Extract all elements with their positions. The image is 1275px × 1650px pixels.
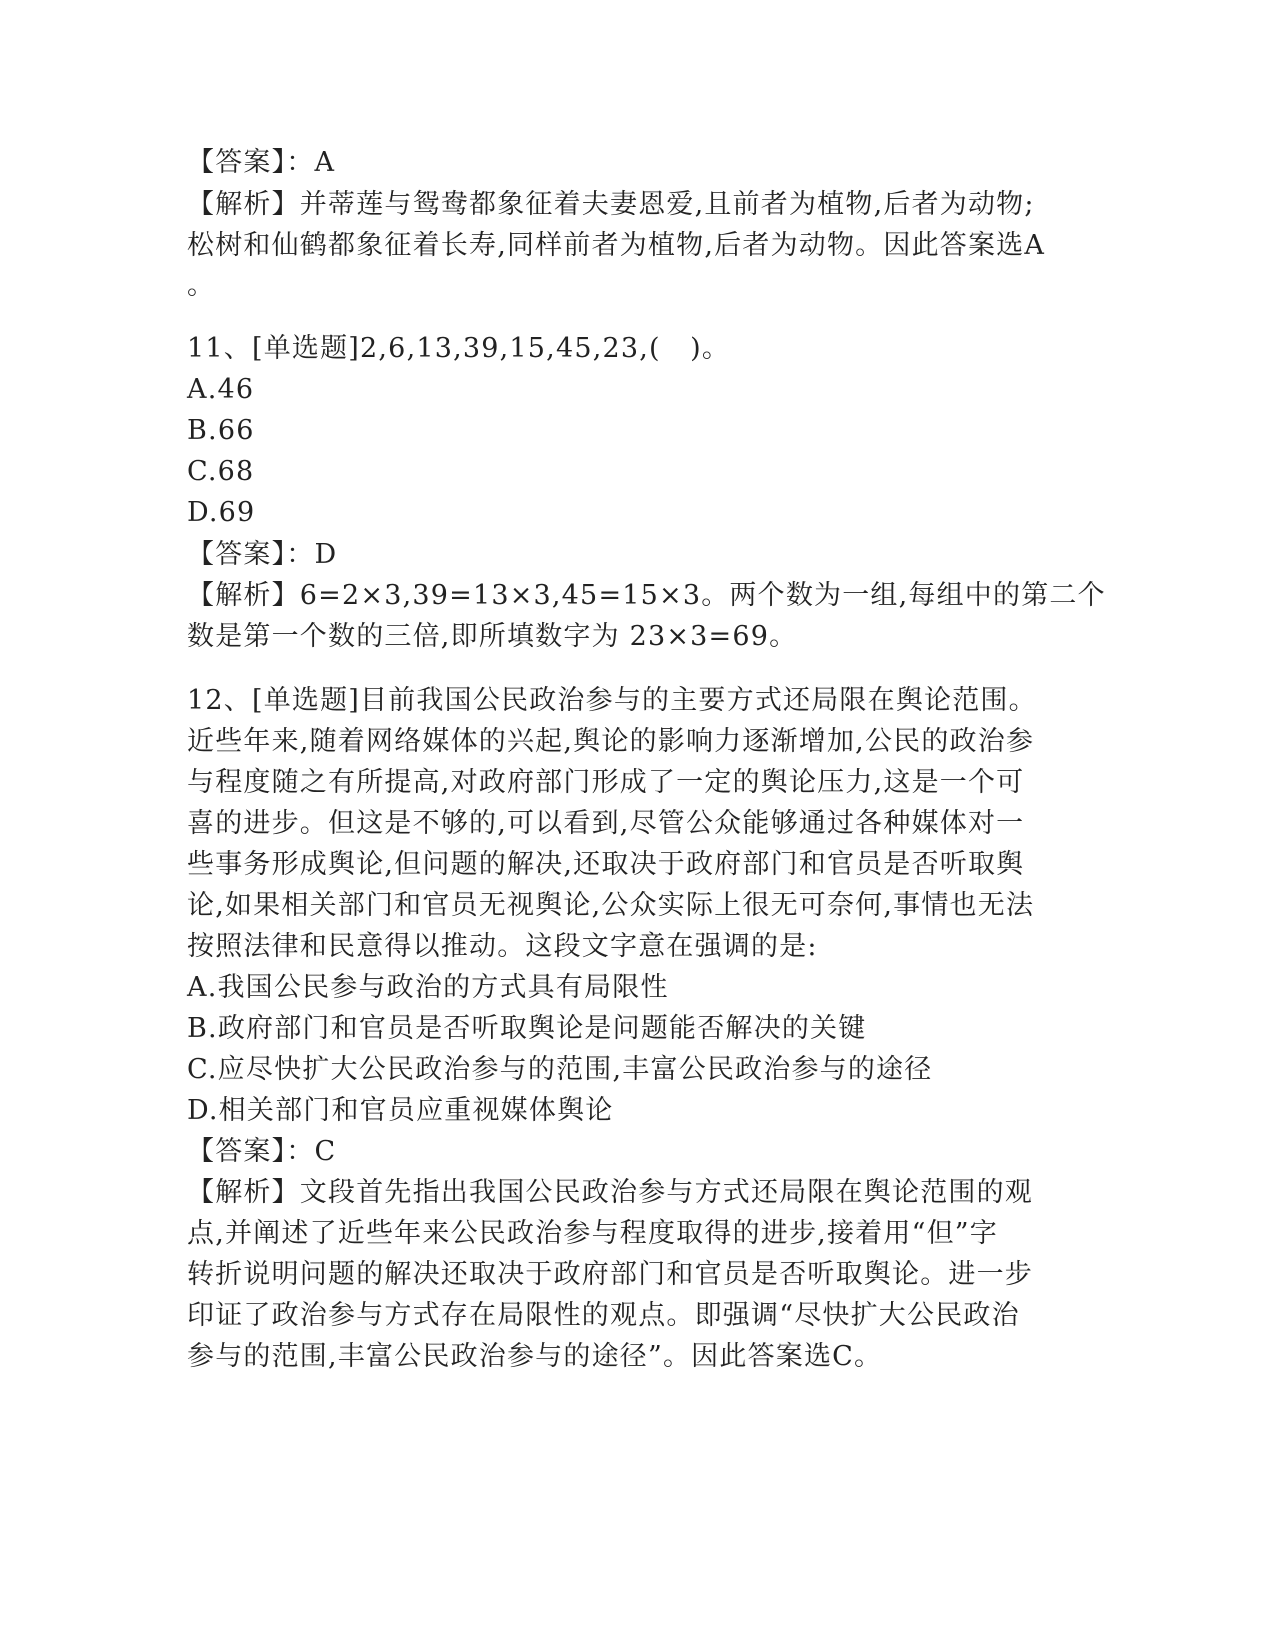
q10-analysis-line: 。 (187, 270, 216, 301)
q11-analysis-line: 【解析】6=2×3,39=13×3,45=15×3。两个数为一组,每组中的第二个 (187, 580, 1106, 611)
q12-answer: 【答案】：C (187, 1136, 337, 1167)
q12-stem-line: 些事务形成舆论,但问题的解决,还取决于政府部门和官员是否听取舆 (187, 849, 1025, 880)
q10-analysis-line: 松树和仙鹤都象征着长寿,同样前者为植物,后者为动物。因此答案选A (187, 230, 1046, 261)
q11-option-d: D.69 (187, 497, 256, 528)
q12-stem-line: 与程度随之有所提高,对政府部门形成了一定的舆论压力,这是一个可 (187, 767, 1025, 798)
q12-stem-line: 12、[单选题]目前我国公民政治参与的主要方式还局限在舆论范围。 (187, 685, 1037, 716)
q12-option-b: B.政府部门和官员是否听取舆论是问题能否解决的关键 (187, 1013, 867, 1044)
q12-stem-line: 喜的进步。但这是不够的,可以看到,尽管公众能够通过各种媒体对一 (187, 808, 1025, 839)
q12-analysis-line: 印证了政治参与方式存在局限性的观点。即强调“尽快扩大公民政治 (187, 1300, 1020, 1331)
q12-analysis-line: 转折说明问题的解决还取决于政府部门和官员是否听取舆论。进一步 (187, 1259, 1033, 1290)
q12-stem-line: 近些年来,随着网络媒体的兴起,舆论的影响力逐渐增加,公民的政治参 (187, 726, 1035, 757)
q12-option-a: A.我国公民参与政治的方式具有局限性 (187, 972, 669, 1003)
q12-stem-line: 论,如果相关部门和官员无视舆论,公众实际上很无可奈何,事情也无法 (187, 890, 1035, 921)
q12-option-c: C.应尽快扩大公民政治参与的范围,丰富公民政治参与的途径 (187, 1054, 933, 1085)
q11-answer: 【答案】：D (187, 539, 338, 570)
q11-option-c: C.68 (187, 456, 255, 487)
q11-option-a: A.46 (187, 374, 255, 405)
q12-analysis-line: 【解析】文段首先指出我国公民政治参与方式还局限在舆论范围的观 (187, 1177, 1033, 1208)
q11-analysis-line: 数是第一个数的三倍,即所填数字为 23×3=69。 (187, 621, 798, 652)
q11-option-b: B.66 (187, 415, 255, 446)
q12-option-d: D.相关部门和官员应重视媒体舆论 (187, 1095, 614, 1126)
q10-answer: 【答案】：A (187, 147, 336, 178)
q12-analysis-line: 点,并阐述了近些年来公民政治参与程度取得的进步,接着用“但”字 (187, 1218, 998, 1249)
q10-analysis-line: 【解析】并蒂莲与鸳鸯都象征着夫妻恩爱,且前者为植物,后者为动物; (187, 189, 1035, 220)
q11-stem: 11、[单选题]2,6,13,39,15,45,23,( )。 (187, 333, 731, 364)
q12-stem-line: 按照法律和民意得以推动。这段文字意在强调的是: (187, 931, 818, 962)
q12-analysis-line: 参与的范围,丰富公民政治参与的途径”。因此答案选C。 (187, 1341, 883, 1372)
